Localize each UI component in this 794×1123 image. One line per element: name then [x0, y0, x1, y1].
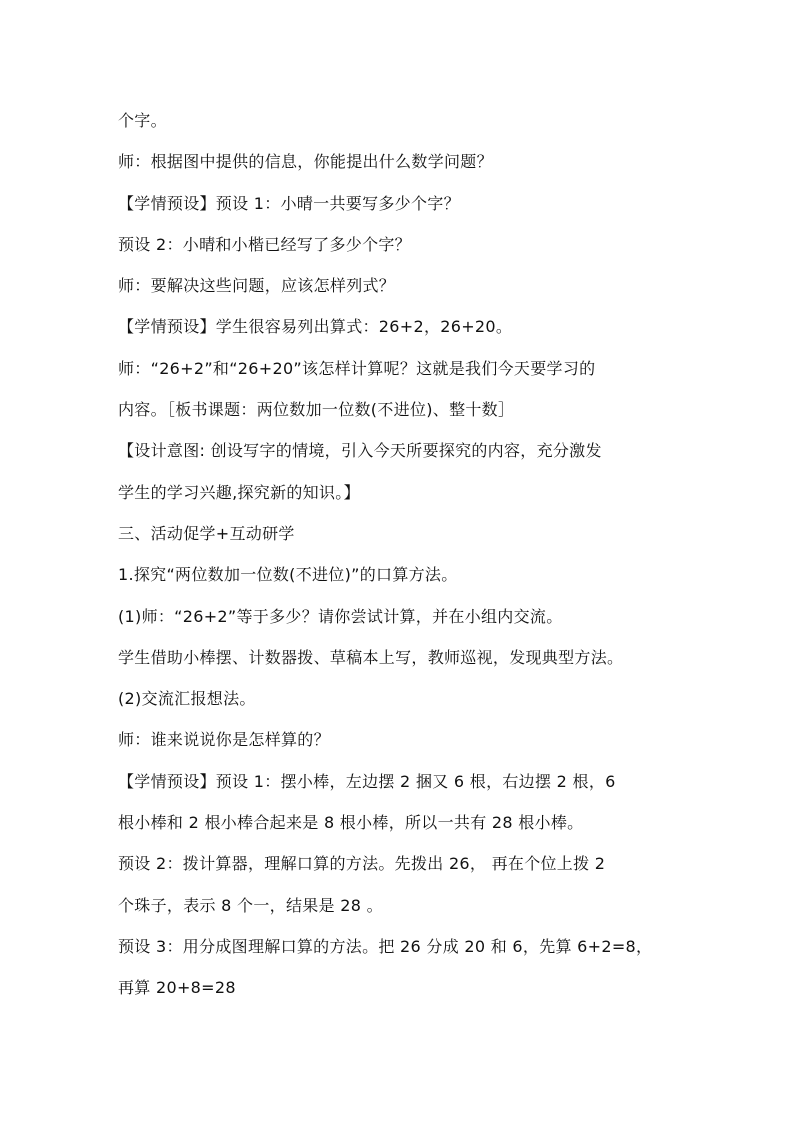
text-line: 师：要解决这些问题，应该怎样列式？	[118, 276, 396, 296]
text-line: 【学情预设】预设 1：小晴一共要写多少个字？	[118, 193, 460, 213]
text-line: 师：谁来说说你是怎样算的？	[118, 730, 330, 750]
text-line: 1.探究“两位数加一位数(不进位)”的口算方法。	[118, 565, 458, 585]
text-line: 预设 3：用分成图理解口算的方法。把 26 分成 20 和 6，先算 6+2=8，	[118, 936, 653, 956]
section-heading: 三、活动促学+互动研学	[118, 523, 295, 543]
text-line: 学生的学习兴趣,探究新的知识。】	[118, 482, 360, 502]
text-line: 学生借助小棒摆、计数器拨、草稿本上写，教师巡视，发现典型方法。	[118, 647, 624, 667]
text-line: 【设计意图: 创设写字的情境，引入今天所要探究的内容，充分激发	[118, 441, 602, 461]
text-line: 【学情预设】预设 1：摆小棒，左边摆 2 捆又 6 根，右边摆 2 根，6	[118, 771, 616, 791]
text-line: 个珠子，表示 8 个一，结果是 28 。	[118, 895, 383, 915]
text-line: 师：“26+2”和“26+20”该怎样计算呢？这就是我们今天要学习的	[118, 358, 596, 378]
text-line: 【学情预设】学生很容易列出算式：26+2，26+20。	[118, 317, 513, 337]
text-line: 内容。［板书课题：两位数加一位数(不进位)、整十数］	[118, 400, 515, 420]
text-line: 根小棒和 2 根小棒合起来是 8 根小棒，所以一共有 28 根小棒。	[118, 813, 584, 833]
text-line: 再算 20+8=28	[118, 978, 236, 998]
text-line: 个字。	[118, 111, 167, 130]
text-line: 师：根据图中提供的信息，你能提出什么数学问题？	[118, 152, 493, 172]
document-body	[118, 100, 684, 1009]
text-line: 预设 2：拨计算器，理解口算的方法。先拨出 26， 再在个位上拨 2	[118, 854, 606, 874]
text-line: (1)师：“26+2”等于多少？请你尝试计算，并在小组内交流。	[118, 606, 563, 626]
text-line: (2)交流汇报想法。	[118, 689, 256, 709]
text-line: 预设 2：小晴和小楷已经写了多少个字？	[118, 234, 411, 254]
